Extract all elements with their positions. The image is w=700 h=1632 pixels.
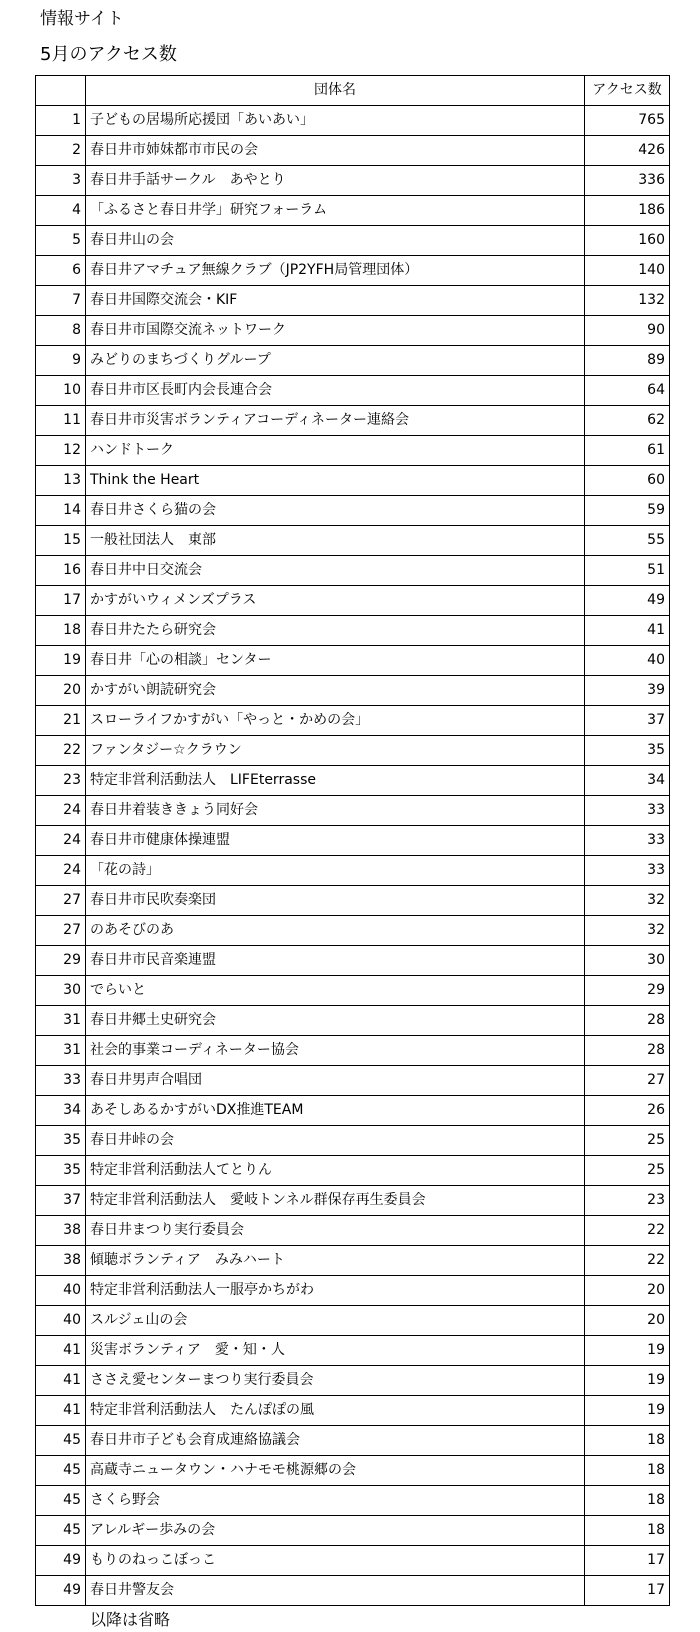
rank-cell: 3 <box>36 166 86 196</box>
table-row <box>36 1216 670 1246</box>
access-count-cell: 64 <box>585 376 670 406</box>
table-row <box>36 286 670 316</box>
organization-name-cell: 一般社団法人 東部 <box>86 526 585 556</box>
access-count-cell: 27 <box>585 1066 670 1096</box>
organization-name-cell: 社会的事業コーディネーター協会 <box>86 1036 585 1066</box>
table-row <box>36 136 670 166</box>
organization-name-cell: 春日井市姉妹都市市民の会 <box>86 136 585 166</box>
table-row <box>36 1156 670 1186</box>
rank-cell: 45 <box>36 1426 86 1456</box>
table-row <box>36 1126 670 1156</box>
table-row <box>36 1546 670 1576</box>
organization-name-cell: 春日井市健康体操連盟 <box>86 826 585 856</box>
access-count-cell: 132 <box>585 286 670 316</box>
rank-cell: 4 <box>36 196 86 226</box>
rank-cell: 7 <box>36 286 86 316</box>
rank-cell: 30 <box>36 976 86 1006</box>
access-count-cell: 59 <box>585 496 670 526</box>
access-count-cell: 49 <box>585 586 670 616</box>
rank-cell: 14 <box>36 496 86 526</box>
rank-cell: 6 <box>36 256 86 286</box>
organization-name-cell: 春日井峠の会 <box>86 1126 585 1156</box>
table-row <box>36 226 670 256</box>
rank-cell: 45 <box>36 1486 86 1516</box>
rank-cell: 10 <box>36 376 86 406</box>
rank-cell: 45 <box>36 1516 86 1546</box>
header-rank <box>36 76 86 106</box>
organization-name-cell: みどりのまちづくりグループ <box>86 346 585 376</box>
organization-name-cell: かすがい朗読研究会 <box>86 676 585 706</box>
access-count-cell: 20 <box>585 1306 670 1336</box>
rank-cell: 2 <box>36 136 86 166</box>
rank-cell: 40 <box>36 1306 86 1336</box>
table-row <box>36 196 670 226</box>
organization-name-cell: 特定非営利活動法人 愛岐トンネル群保存再生委員会 <box>86 1186 585 1216</box>
organization-name-cell: 春日井警友会 <box>86 1576 585 1606</box>
organization-name-cell: ファンタジー☆クラウン <box>86 736 585 766</box>
rank-cell: 11 <box>36 406 86 436</box>
access-count-cell: 61 <box>585 436 670 466</box>
access-count-cell: 22 <box>585 1216 670 1246</box>
table-body <box>36 106 670 1606</box>
rank-cell: 22 <box>36 736 86 766</box>
access-count-cell: 89 <box>585 346 670 376</box>
organization-name-cell: ハンドトーク <box>86 436 585 466</box>
access-count-cell: 37 <box>585 706 670 736</box>
table-row <box>36 1066 670 1096</box>
access-count-cell: 32 <box>585 886 670 916</box>
access-count-cell: 336 <box>585 166 670 196</box>
access-count-cell: 426 <box>585 136 670 166</box>
rank-cell: 18 <box>36 616 86 646</box>
access-count-cell: 19 <box>585 1396 670 1426</box>
table-row <box>36 1336 670 1366</box>
organization-name-cell: 春日井郷土史研究会 <box>86 1006 585 1036</box>
access-count-cell: 51 <box>585 556 670 586</box>
rank-cell: 12 <box>36 436 86 466</box>
organization-name-cell: 春日井市民吹奏楽団 <box>86 886 585 916</box>
access-count-cell: 19 <box>585 1366 670 1396</box>
organization-name-cell: 春日井さくら猫の会 <box>86 496 585 526</box>
rank-cell: 29 <box>36 946 86 976</box>
organization-name-cell: スローライフかすがい「やっと・かめの会」 <box>86 706 585 736</box>
access-count-cell: 55 <box>585 526 670 556</box>
table-header-row <box>36 76 670 106</box>
access-ranking-table <box>35 75 670 1606</box>
table-row <box>36 826 670 856</box>
rank-cell: 9 <box>36 346 86 376</box>
rank-cell: 23 <box>36 766 86 796</box>
table-row <box>36 616 670 646</box>
table-row <box>36 376 670 406</box>
organization-name-cell: 特定非営利活動法人 たんぽぽの風 <box>86 1396 585 1426</box>
rank-cell: 16 <box>36 556 86 586</box>
rank-cell: 34 <box>36 1096 86 1126</box>
table-row <box>36 106 670 136</box>
table-row <box>36 1246 670 1276</box>
access-count-cell: 186 <box>585 196 670 226</box>
rank-cell: 21 <box>36 706 86 736</box>
organization-name-cell: 春日井市子ども会育成連絡協議会 <box>86 1426 585 1456</box>
access-count-cell: 60 <box>585 466 670 496</box>
access-count-cell: 18 <box>585 1426 670 1456</box>
table-row <box>36 1276 670 1306</box>
header-access-count: アクセス数 <box>585 76 670 106</box>
table-row <box>36 736 670 766</box>
organization-name-cell: 春日井男声合唱団 <box>86 1066 585 1096</box>
access-count-cell: 26 <box>585 1096 670 1126</box>
organization-name-cell: でらいと <box>86 976 585 1006</box>
table-row <box>36 586 670 616</box>
access-count-cell: 33 <box>585 826 670 856</box>
access-count-cell: 30 <box>585 946 670 976</box>
access-count-cell: 18 <box>585 1516 670 1546</box>
rank-cell: 35 <box>36 1156 86 1186</box>
organization-name-cell: 春日井手話サークル あやとり <box>86 166 585 196</box>
organization-name-cell: 「ふるさと春日井学」研究フォーラム <box>86 196 585 226</box>
table-row <box>36 1456 670 1486</box>
access-count-cell: 40 <box>585 646 670 676</box>
access-count-cell: 17 <box>585 1576 670 1606</box>
rank-cell: 45 <box>36 1456 86 1486</box>
rank-cell: 15 <box>36 526 86 556</box>
omitted-note: 以降は省略 <box>90 1610 171 1629</box>
access-count-cell: 25 <box>585 1126 670 1156</box>
organization-name-cell: 春日井市区長町内会長連合会 <box>86 376 585 406</box>
table-row <box>36 1006 670 1036</box>
access-count-cell: 90 <box>585 316 670 346</box>
access-count-cell: 25 <box>585 1156 670 1186</box>
table-row <box>36 346 670 376</box>
rank-cell: 49 <box>36 1546 86 1576</box>
table-row <box>36 1396 670 1426</box>
rank-cell: 20 <box>36 676 86 706</box>
organization-name-cell: 特定非営利活動法人 LIFEterrasse <box>86 766 585 796</box>
rank-cell: 35 <box>36 1126 86 1156</box>
organization-name-cell: 「花の詩」 <box>86 856 585 886</box>
table-row <box>36 1426 670 1456</box>
table-row <box>36 256 670 286</box>
rank-cell: 27 <box>36 886 86 916</box>
access-count-cell: 765 <box>585 106 670 136</box>
table-row <box>36 496 670 526</box>
rank-cell: 40 <box>36 1276 86 1306</box>
organization-name-cell: アレルギー歩みの会 <box>86 1516 585 1546</box>
table-row <box>36 316 670 346</box>
organization-name-cell: 春日井たたら研究会 <box>86 616 585 646</box>
access-count-cell: 28 <box>585 1036 670 1066</box>
organization-name-cell: 春日井アマチュア無線クラブ（JP2YFH局管理団体） <box>86 256 585 286</box>
access-count-cell: 62 <box>585 406 670 436</box>
organization-name-cell: Think the Heart <box>86 466 585 496</box>
rank-cell: 41 <box>36 1336 86 1366</box>
table-row <box>36 406 670 436</box>
rank-cell: 49 <box>36 1576 86 1606</box>
organization-name-cell: 春日井「心の相談」センター <box>86 646 585 676</box>
access-count-cell: 35 <box>585 736 670 766</box>
access-count-cell: 29 <box>585 976 670 1006</box>
access-count-cell: 33 <box>585 856 670 886</box>
organization-name-cell: あそしあるかすがいDX推進TEAM <box>86 1096 585 1126</box>
access-count-cell: 32 <box>585 916 670 946</box>
organization-name-cell: 春日井市災害ボランティアコーディネーター連絡会 <box>86 406 585 436</box>
organization-name-cell: さくら野会 <box>86 1486 585 1516</box>
table-row <box>36 886 670 916</box>
organization-name-cell: 春日井まつり実行委員会 <box>86 1216 585 1246</box>
rank-cell: 24 <box>36 826 86 856</box>
organization-name-cell: 春日井市民音楽連盟 <box>86 946 585 976</box>
table-row <box>36 766 670 796</box>
organization-name-cell: 高蔵寺ニュータウン・ハナモモ桃源郷の会 <box>86 1456 585 1486</box>
table-row <box>36 646 670 676</box>
rank-cell: 38 <box>36 1246 86 1276</box>
table-row <box>36 1366 670 1396</box>
access-count-cell: 23 <box>585 1186 670 1216</box>
organization-name-cell: のあそびのあ <box>86 916 585 946</box>
access-count-cell: 39 <box>585 676 670 706</box>
organization-name-cell: 傾聴ボランティア みみハート <box>86 1246 585 1276</box>
access-count-cell: 22 <box>585 1246 670 1276</box>
organization-name-cell: 春日井着装ききょう同好会 <box>86 796 585 826</box>
table-row <box>36 1486 670 1516</box>
rank-cell: 37 <box>36 1186 86 1216</box>
organization-name-cell: ささえ愛センターまつり実行委員会 <box>86 1366 585 1396</box>
access-count-cell: 18 <box>585 1456 670 1486</box>
page-subtitle: 5月のアクセス数 <box>40 44 177 65</box>
rank-cell: 31 <box>36 1036 86 1066</box>
access-count-cell: 20 <box>585 1276 670 1306</box>
access-count-cell: 18 <box>585 1486 670 1516</box>
table-row <box>36 676 670 706</box>
table-row <box>36 856 670 886</box>
organization-name-cell: 子どもの居場所応援団「あいあい」 <box>86 106 585 136</box>
table-row <box>36 1036 670 1066</box>
access-count-cell: 33 <box>585 796 670 826</box>
access-count-cell: 160 <box>585 226 670 256</box>
organization-name-cell: スルジェ山の会 <box>86 1306 585 1336</box>
rank-cell: 33 <box>36 1066 86 1096</box>
table-row <box>36 1516 670 1546</box>
rank-cell: 41 <box>36 1366 86 1396</box>
table-row <box>36 976 670 1006</box>
table-row <box>36 796 670 826</box>
organization-name-cell: 災害ボランティア 愛・知・人 <box>86 1336 585 1366</box>
access-count-cell: 34 <box>585 766 670 796</box>
rank-cell: 24 <box>36 856 86 886</box>
organization-name-cell: 特定非営利活動法人一服亭かちがわ <box>86 1276 585 1306</box>
access-count-cell: 140 <box>585 256 670 286</box>
table-row <box>36 1096 670 1126</box>
table-row <box>36 706 670 736</box>
rank-cell: 27 <box>36 916 86 946</box>
access-count-cell: 41 <box>585 616 670 646</box>
table-row <box>36 556 670 586</box>
rank-cell: 13 <box>36 466 86 496</box>
organization-name-cell: 春日井市国際交流ネットワーク <box>86 316 585 346</box>
rank-cell: 1 <box>36 106 86 136</box>
table-row <box>36 166 670 196</box>
table-row <box>36 526 670 556</box>
access-count-cell: 19 <box>585 1336 670 1366</box>
organization-name-cell: 春日井山の会 <box>86 226 585 256</box>
organization-name-cell: 春日井中日交流会 <box>86 556 585 586</box>
rank-cell: 19 <box>36 646 86 676</box>
rank-cell: 41 <box>36 1396 86 1426</box>
table-row <box>36 916 670 946</box>
header-organization-name: 団体名 <box>86 76 585 106</box>
organization-name-cell: 特定非営利活動法人てとりん <box>86 1156 585 1186</box>
organization-name-cell: かすがいウィメンズプラス <box>86 586 585 616</box>
access-count-cell: 28 <box>585 1006 670 1036</box>
rank-cell: 38 <box>36 1216 86 1246</box>
table-row <box>36 946 670 976</box>
table-row <box>36 436 670 466</box>
site-title: 情報サイト <box>40 9 124 29</box>
rank-cell: 5 <box>36 226 86 256</box>
rank-cell: 31 <box>36 1006 86 1036</box>
table-row <box>36 466 670 496</box>
organization-name-cell: 春日井国際交流会・KIF <box>86 286 585 316</box>
table-row <box>36 1306 670 1336</box>
table-row <box>36 1576 670 1606</box>
rank-cell: 17 <box>36 586 86 616</box>
table-row <box>36 1186 670 1216</box>
rank-cell: 24 <box>36 796 86 826</box>
rank-cell: 8 <box>36 316 86 346</box>
access-count-cell: 17 <box>585 1546 670 1576</box>
organization-name-cell: もりのねっこぼっこ <box>86 1546 585 1576</box>
